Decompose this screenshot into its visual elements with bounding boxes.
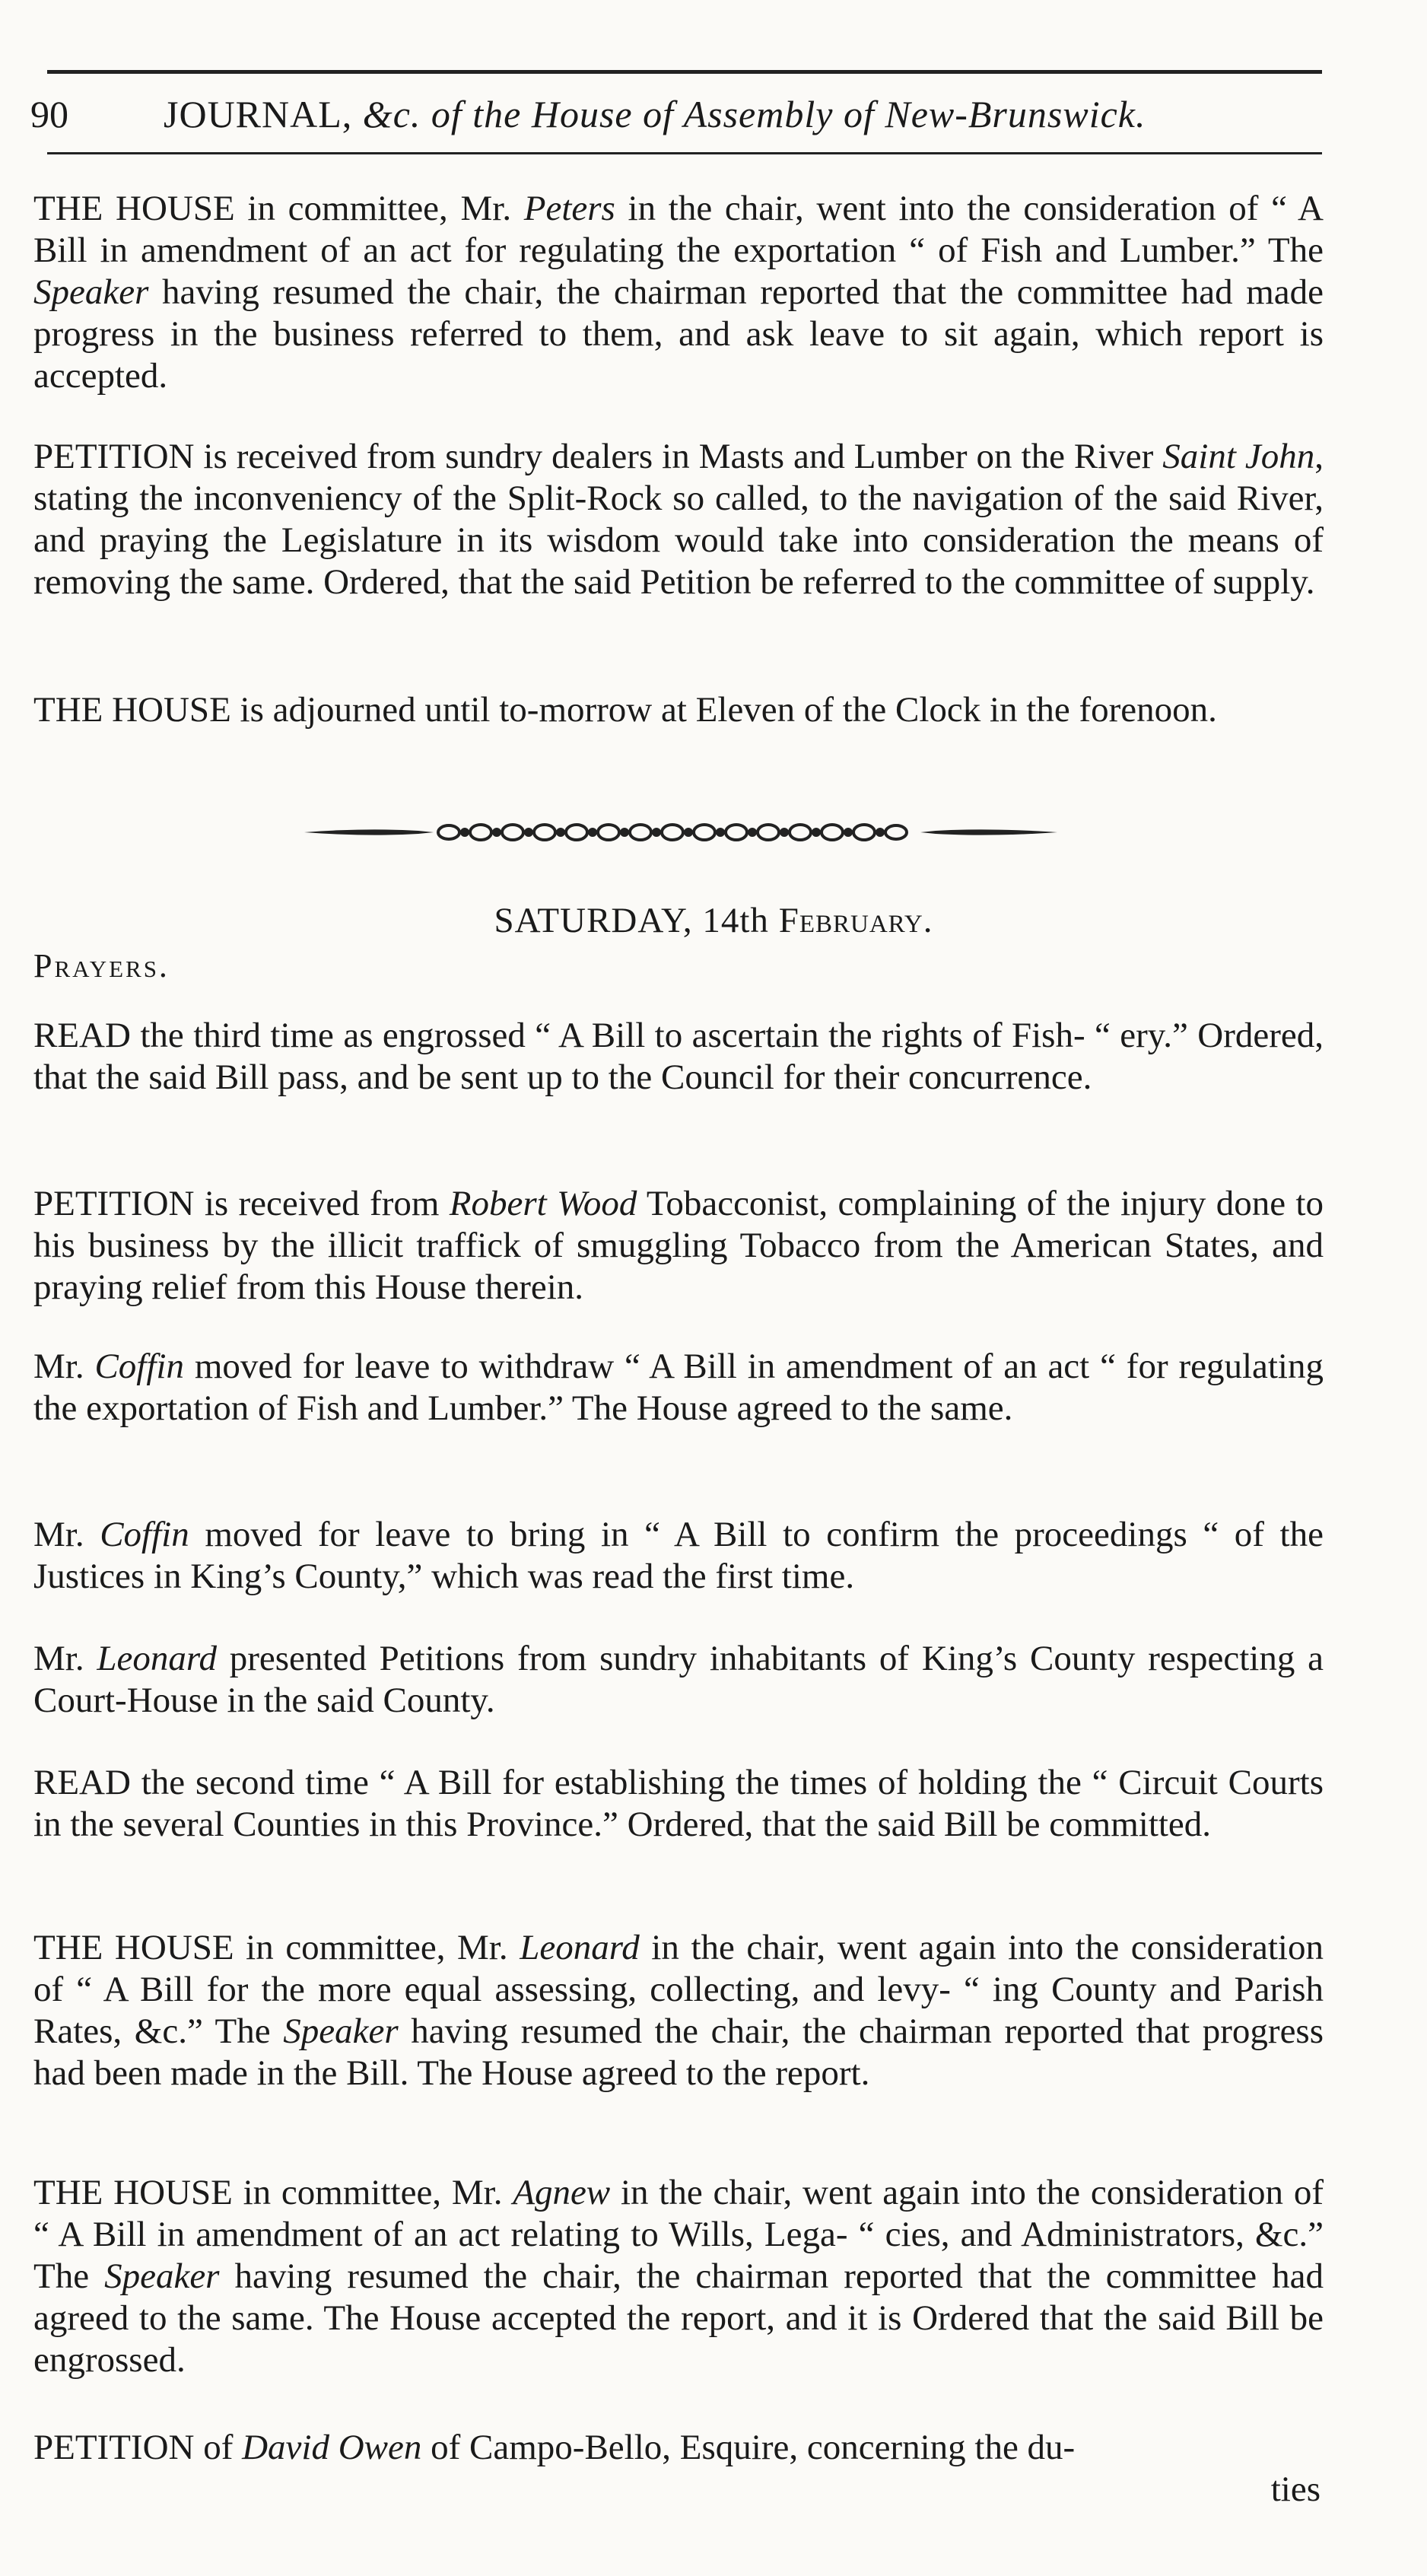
header-rule — [47, 152, 1322, 154]
entry-committee-peters: THE HOUSE in committee, Mr. Peters in the chair, went into the consideration of “ A Bill in amendment of an act for regulating the exportation “ of Fish and Lumber.” The Speaker having resumed the chair, the chairman reported that the committee had made progress in the business referred to them, and ask leave to sit again, which report is accepted. — [33, 189, 1324, 396]
prayers-label: Prayers. — [33, 947, 170, 984]
page-number: 90 — [30, 93, 68, 135]
day-heading-date: SATURDAY, 14th — [494, 901, 769, 940]
entry-leonard-petitions: Mr. Leonard presented Petitions from sundry inhabitants of King’s County respecting a Court-House in the said County. — [33, 1639, 1324, 1720]
entry-committee-leonard: THE HOUSE in committee, Mr. Leonard in the chair, went again into the consideration of “ A Bill for the more equal assessing, collecting, and levy- “ ing County and Parish Rates, &c.” The Speaker having resumed the chair, the chairman reported that progress had been made in the Bill. The House agreed to the report. — [33, 1928, 1324, 2093]
day-heading — [0, 898, 1427, 943]
entry-petition-split-rock: PETITION is received from sundry dealers in Masts and Lumber on the River Saint John, stating the inconveniency of the Split-Rock so called, to the navigation of the said River, and praying the Legislature in its wisdom would take into consideration the means of removing the same. Ordered, that the said Petition be referred to the committee of supply. — [33, 437, 1324, 602]
entry-adjournment: THE HOUSE is adjourned until to-morrow at Eleven of the Clock in the forenoon. — [33, 690, 1217, 730]
running-header — [30, 84, 1324, 145]
entry-coffin-withdraw: Mr. Coffin moved for leave to withdraw “ A Bill in amendment of an act “ for regulating the exportation of Fish and Lumber.” The House agreed to the same. — [33, 1347, 1324, 1428]
entry-petition-david-owen: PETITION of David Owen of Campo-Bello, Esquire, concerning the du- — [33, 2428, 1076, 2467]
entry-petition-robert-wood: PETITION is received from Robert Wood Tobacconist, complaining of the injury done to his business by the illicit traffick of smuggling Tobacco from the American States, and praying relief from this House therein. — [33, 1184, 1324, 1307]
day-heading-month: February. — [778, 901, 933, 940]
top-rule — [47, 70, 1322, 74]
entry-committee-agnew: THE HOUSE in committee, Mr. Agnew in the chair, went again into the consideration of “ A Bill in amendment of an act relating to Wills, Lega- “ cies, and Administrators, &c.” The Speaker having resumed the chair, the chairman reported that the committee had agreed to the same. The House accepted the report, and it is Ordered that the said Bill be engrossed. — [33, 2173, 1324, 2380]
ornamental-divider — [304, 817, 1057, 848]
entry-coffin-justices: Mr. Coffin moved for leave to bring in “ A Bill to confirm the proceedings “ of the Justices in King’s County,” which was read the first time. — [33, 1515, 1324, 1596]
running-title: JOURNAL, &c. of the House of Assembly of New-Brunswick. — [164, 93, 1146, 135]
catchword: ties — [1270, 2469, 1321, 2509]
entry-fishery-bill: READ the third time as engrossed “ A Bill to ascertain the rights of Fish- “ ery.” Ordered, that the said Bill pass, and be sent up to the Council for their concurrence. — [33, 1016, 1324, 1097]
entry-circuit-courts: READ the second time “ A Bill for establishing the times of holding the “ Circuit Courts in the several Counties in this Province.” Ordered, that the said Bill be committed. — [33, 1763, 1324, 1844]
